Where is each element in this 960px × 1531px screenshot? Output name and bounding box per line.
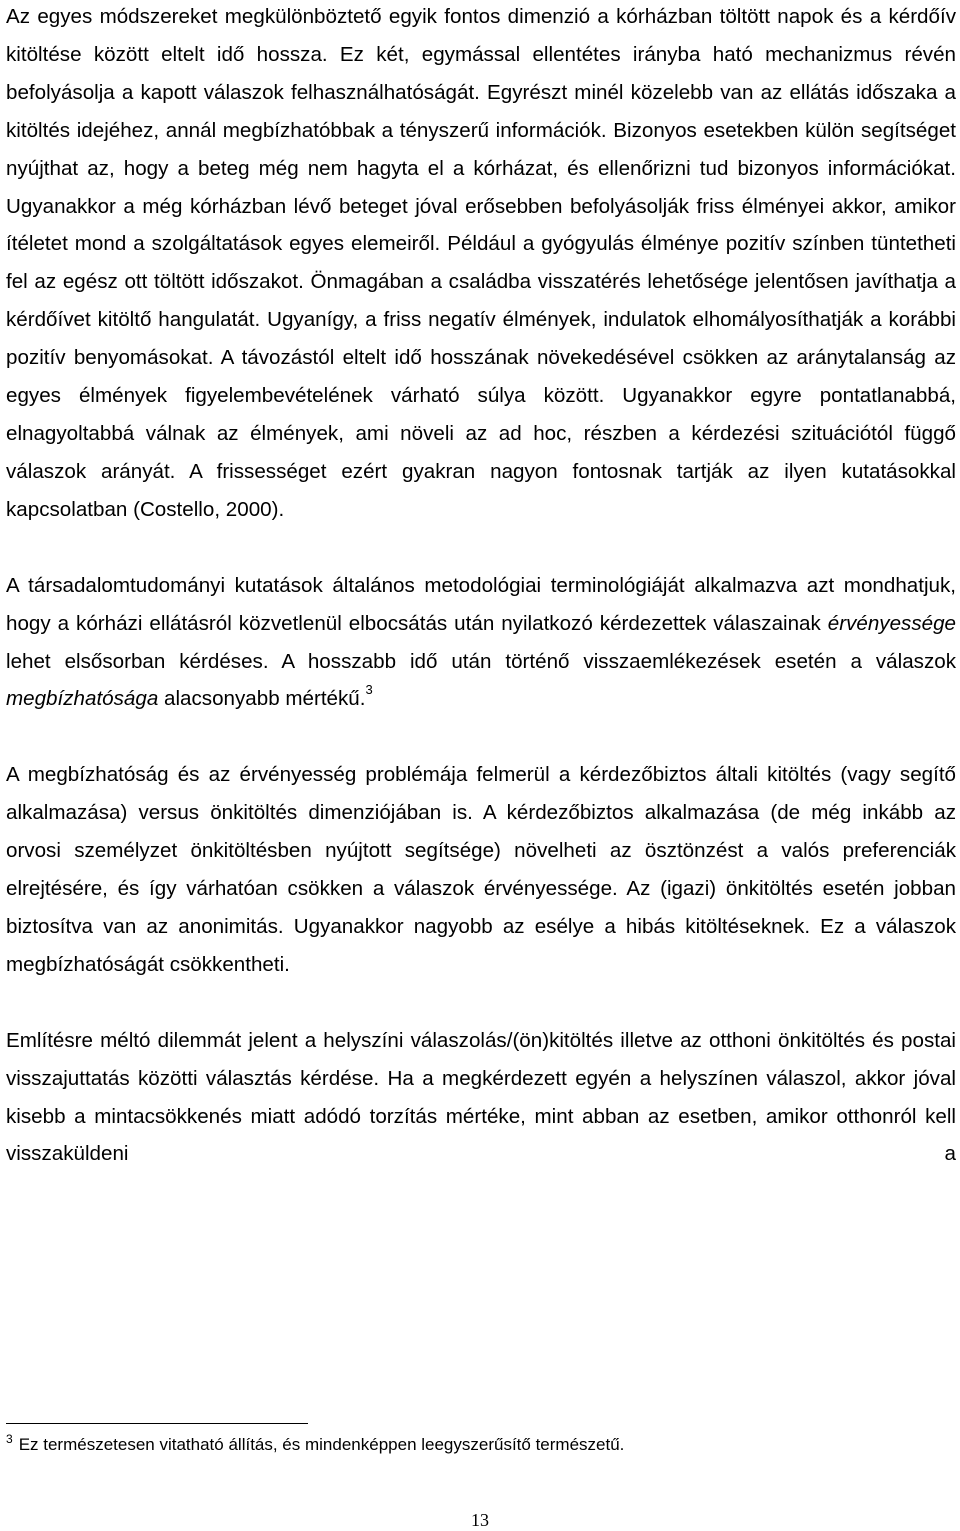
- footnote: [6, 1431, 956, 1459]
- page-number: 13: [471, 1510, 489, 1530]
- footnote-separator: [6, 1423, 308, 1424]
- paragraph-text: lehet elsősorban kérdéses. A hosszabb idő után történő visszaemlékezések esetén a válaszok: [6, 649, 956, 673]
- paragraph-validity-reliability: [6, 567, 956, 719]
- paragraph-onsite-vs-home: Említésre méltó dilemmát jelent a helyszíni válaszolás/(ön)kitöltés illetve az otthoni önkitöltés és postai visszajuttatás közötti választás kérdése. Ha a megkérdezett egyén a helyszínen válaszol, akkor jóval kisebb a mintacsökkenés miatt adódó torzítás mértéke, mint abban az esetben, amikor otthonról kell visszaküldeni a: [6, 1028, 956, 1166]
- emphasis-reliability: megbízhatósága: [6, 687, 159, 711]
- paragraph-text: alacsonyabb mértékű.: [158, 687, 366, 711]
- footnote-mark: 3: [6, 1432, 13, 1446]
- paragraph-text: A társadalomtudományi kutatások általános metodológiai terminológiáját alkalmazva azt mondhatjuk, hogy a kórházi ellátásról közvetlenül elbocsátás után nyilatkozó kérdezettek válaszainak: [6, 573, 956, 635]
- paragraph-interviewer-vs-self: A megbízhatóság és az érvényesség problémája felmerül a kérdezőbiztos általi kitöltés (vagy segítő alkalmazása) versus önkitöltés dimenziójában is. A kérdezőbiztos alkalmazása (de még inkább az orvosi személyzet önkitöltésben nyújtott segítsége) növelheti az ösztönzést a valós preferenciák elrejtésére, és így várhatóan csökken a válaszok érvényessége. Az (igazi) önkitöltés esetén jobban biztosítva van az anonimitás. Ugyanakkor nagyobb az esélye a hibás kitöltéseknek. Ez a válaszok megbízhatóságát csökkentheti.: [6, 763, 956, 976]
- footnote-text: Ez természetesen vitatható állítás, és mindenképpen leegyszerűsítő természetű.: [18, 1435, 625, 1454]
- document-page: [6, 0, 956, 1173]
- emphasis-validity: érvényessége: [827, 611, 956, 635]
- footnote-reference: 3: [365, 682, 373, 698]
- paragraph-time-elapsed: Az egyes módszereket megkülönböztető egyik fontos dimenzió a kórházban töltött napok és a kérdőív kitöltése között eltelt idő hossza. Ez két, egymással ellentétes irányba ható mechanizmus révén befolyásolja a kapott válaszok felhasználhatóságát. Egyrészt minél közelebb van az ellátás időszaka a kitöltés idejéhez, annál megbízhatóbbak a tényszerű információk. Bizonyos esetekben külön segítséget nyújthat az, hogy a beteg még nem hagyta el a kórházat, és ellenőrizni tud bizonyos információkat. Ugyanakkor a még kórházban lévő beteget jóval erősebben befolyásolják friss élményei akkor, amikor ítéletet mond a szolgáltatások egyes elemeiről. Például a gyógyulás élménye pozitív színben tüntetheti fel az egész ott töltött időszakot. Önmagában a családba visszatérés lehetősége jelentősen javíthatja a kérdőívet kitöltő hangulatát. Ugyanígy, a friss negatív élmények, indulatok elhomályosíthatják a korábbi pozitív benyomásokat. A távozástól eltelt idő hosszának növekedésével csökken az aránytalanság az egyes élmények figyelembevételének várható súlya között. Ugyanakkor egyre pontatlanabbá, elnagyoltabbá válnak az élmények, ami növeli az ad hoc, részben a kérdezési szituációtól függő válaszok arányát. A frissességet ezért gyakran nagyon fontosnak tartják az ilyen kutatásokkal kapcsolatban (Costello, 2000).: [6, 5, 956, 521]
